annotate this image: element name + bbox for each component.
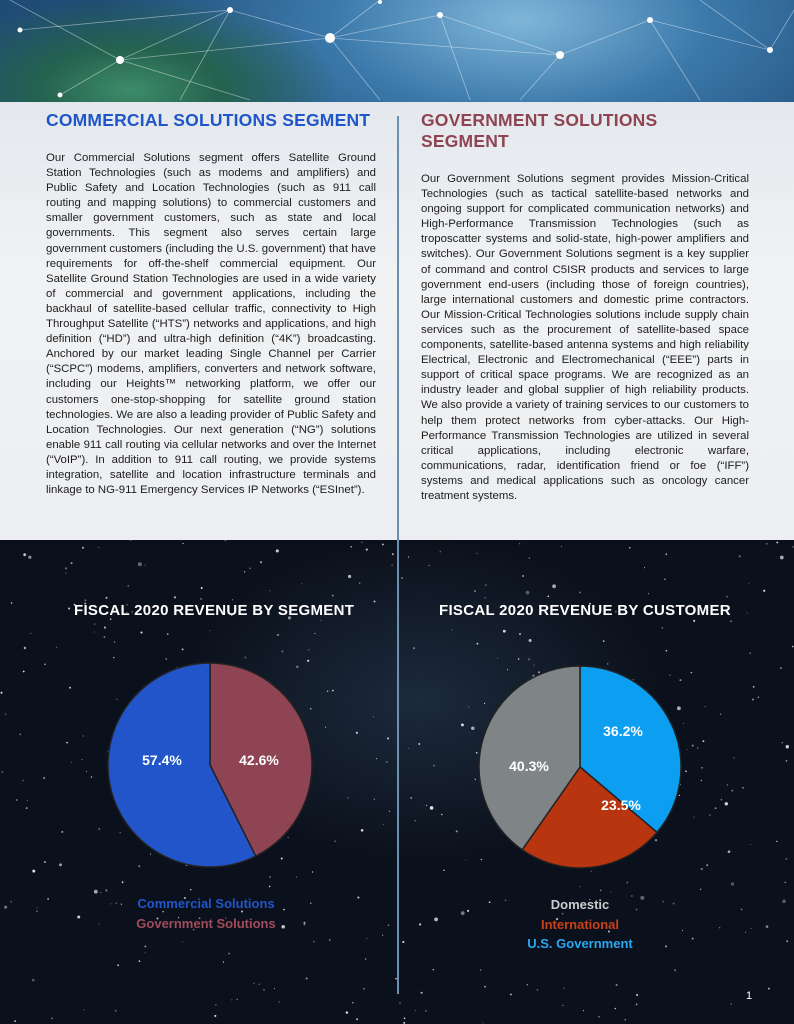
segment-chart-title: FISCAL 2020 REVENUE BY SEGMENT bbox=[74, 602, 355, 619]
commercial-segment-column bbox=[46, 110, 376, 498]
column-divider bbox=[397, 116, 399, 994]
pie-value-label: 40.3% bbox=[509, 758, 549, 774]
customer-pie-chart bbox=[472, 655, 692, 875]
legend-domestic: Domestic bbox=[550, 897, 610, 912]
customer-chart-legend bbox=[478, 895, 682, 954]
pie-value-label: 57.4% bbox=[142, 752, 182, 768]
government-segment-body: Our Government Solutions segment provides Mission-Critical Technologies (such as tactical satellite-based networks and ongoing support for complicated communication networks) and High-Performance Transmission Technologies (such as troposcatter systems and solid-state, high-power amplifiers and switches). Our Government Solutions segment is a key supplier of command and control C5ISR products and services to large government end-users (including those of foreign countries), large international customers and domestic prime contractors. Our Mission-Critical Technologies solutions include supply chain services such as the procurement of satellite-based space components, satellite-based antenna systems and high reliability Electrical, Electronic and Electromechanical (“EEE”) parts in support of critical space programs. We are recognized as an industry leader and global supplier of high reliability products. We also provide a variety of training services to our customers to help them protect networks from cyber-attacks. Our High-Performance Transmission Technologies are utilized in several critical applications, including electronic warfare, communications, radar, identification friend or foe (“IFF”) systems and medical applications such as oncology cancer treatment systems. bbox=[421, 173, 749, 502]
legend-international: International bbox=[540, 916, 619, 932]
pie-value-label: 42.6% bbox=[239, 752, 279, 768]
network-graphic bbox=[0, 0, 794, 102]
legend-commercial-solutions: Commercial Solutions bbox=[137, 896, 275, 911]
commercial-segment-body: Our Commercial Solutions segment offers Satellite Ground Station Technologies (such as modems and amplifiers) and Public Safety and Location Technologies (such as 911 call routing and mapping solutions) to commercial customers and smaller government customers, such as state and local governments. This segment also serves certain large government customers (including the U.S. government) that have requirements for off-the-shelf commercial equipment. Our Satellite Ground Station Technologies are used in a wide variety of commercial and government applications, including the backhaul of satellite-based cellular traffic, connectivity to High Throughput Satellite (“HTS”) networks and applications, and high definition (“HD”) and ultra-high definition (“4K”) broadcasting. Anchored by our market leading Single Channel per Carrier (“SCPC”) modems, amplifiers, converters and network software, including our Heights™ networking platform, we offer our customers one-stop-shopping for satellite ground station technologies. We are also a leading provider of Public Safety and Location Technologies. Our next generation (“NG”) solutions enable 911 call routing via cellular networks and over the Internet (“VoIP”). In addition to 911 call routing, we provide systems integration, satellite and location infrastructure terminals and linkage to NG-911 Emergency Services IP Networks (“ESInet”). bbox=[46, 152, 376, 497]
legend-us-government: U.S. Government bbox=[527, 936, 633, 951]
commercial-segment-heading: COMMERCIAL SOLUTIONS SEGMENT bbox=[46, 110, 371, 130]
segment-pie-chart bbox=[100, 655, 320, 875]
pie-value-label: 23.5% bbox=[601, 797, 641, 813]
government-segment-heading: GOVERNMENT SOLUTIONS SEGMENT bbox=[421, 110, 658, 151]
legend-government-solutions: Government Solutions bbox=[136, 916, 276, 931]
segment-chart-legend bbox=[104, 894, 308, 934]
customer-chart-title: FISCAL 2020 REVENUE BY CUSTOMER bbox=[439, 602, 731, 619]
government-segment-column bbox=[421, 110, 749, 504]
pie-value-label: 36.2% bbox=[603, 723, 643, 739]
page-number: 1 bbox=[746, 990, 753, 1002]
header-banner-image bbox=[0, 0, 794, 102]
